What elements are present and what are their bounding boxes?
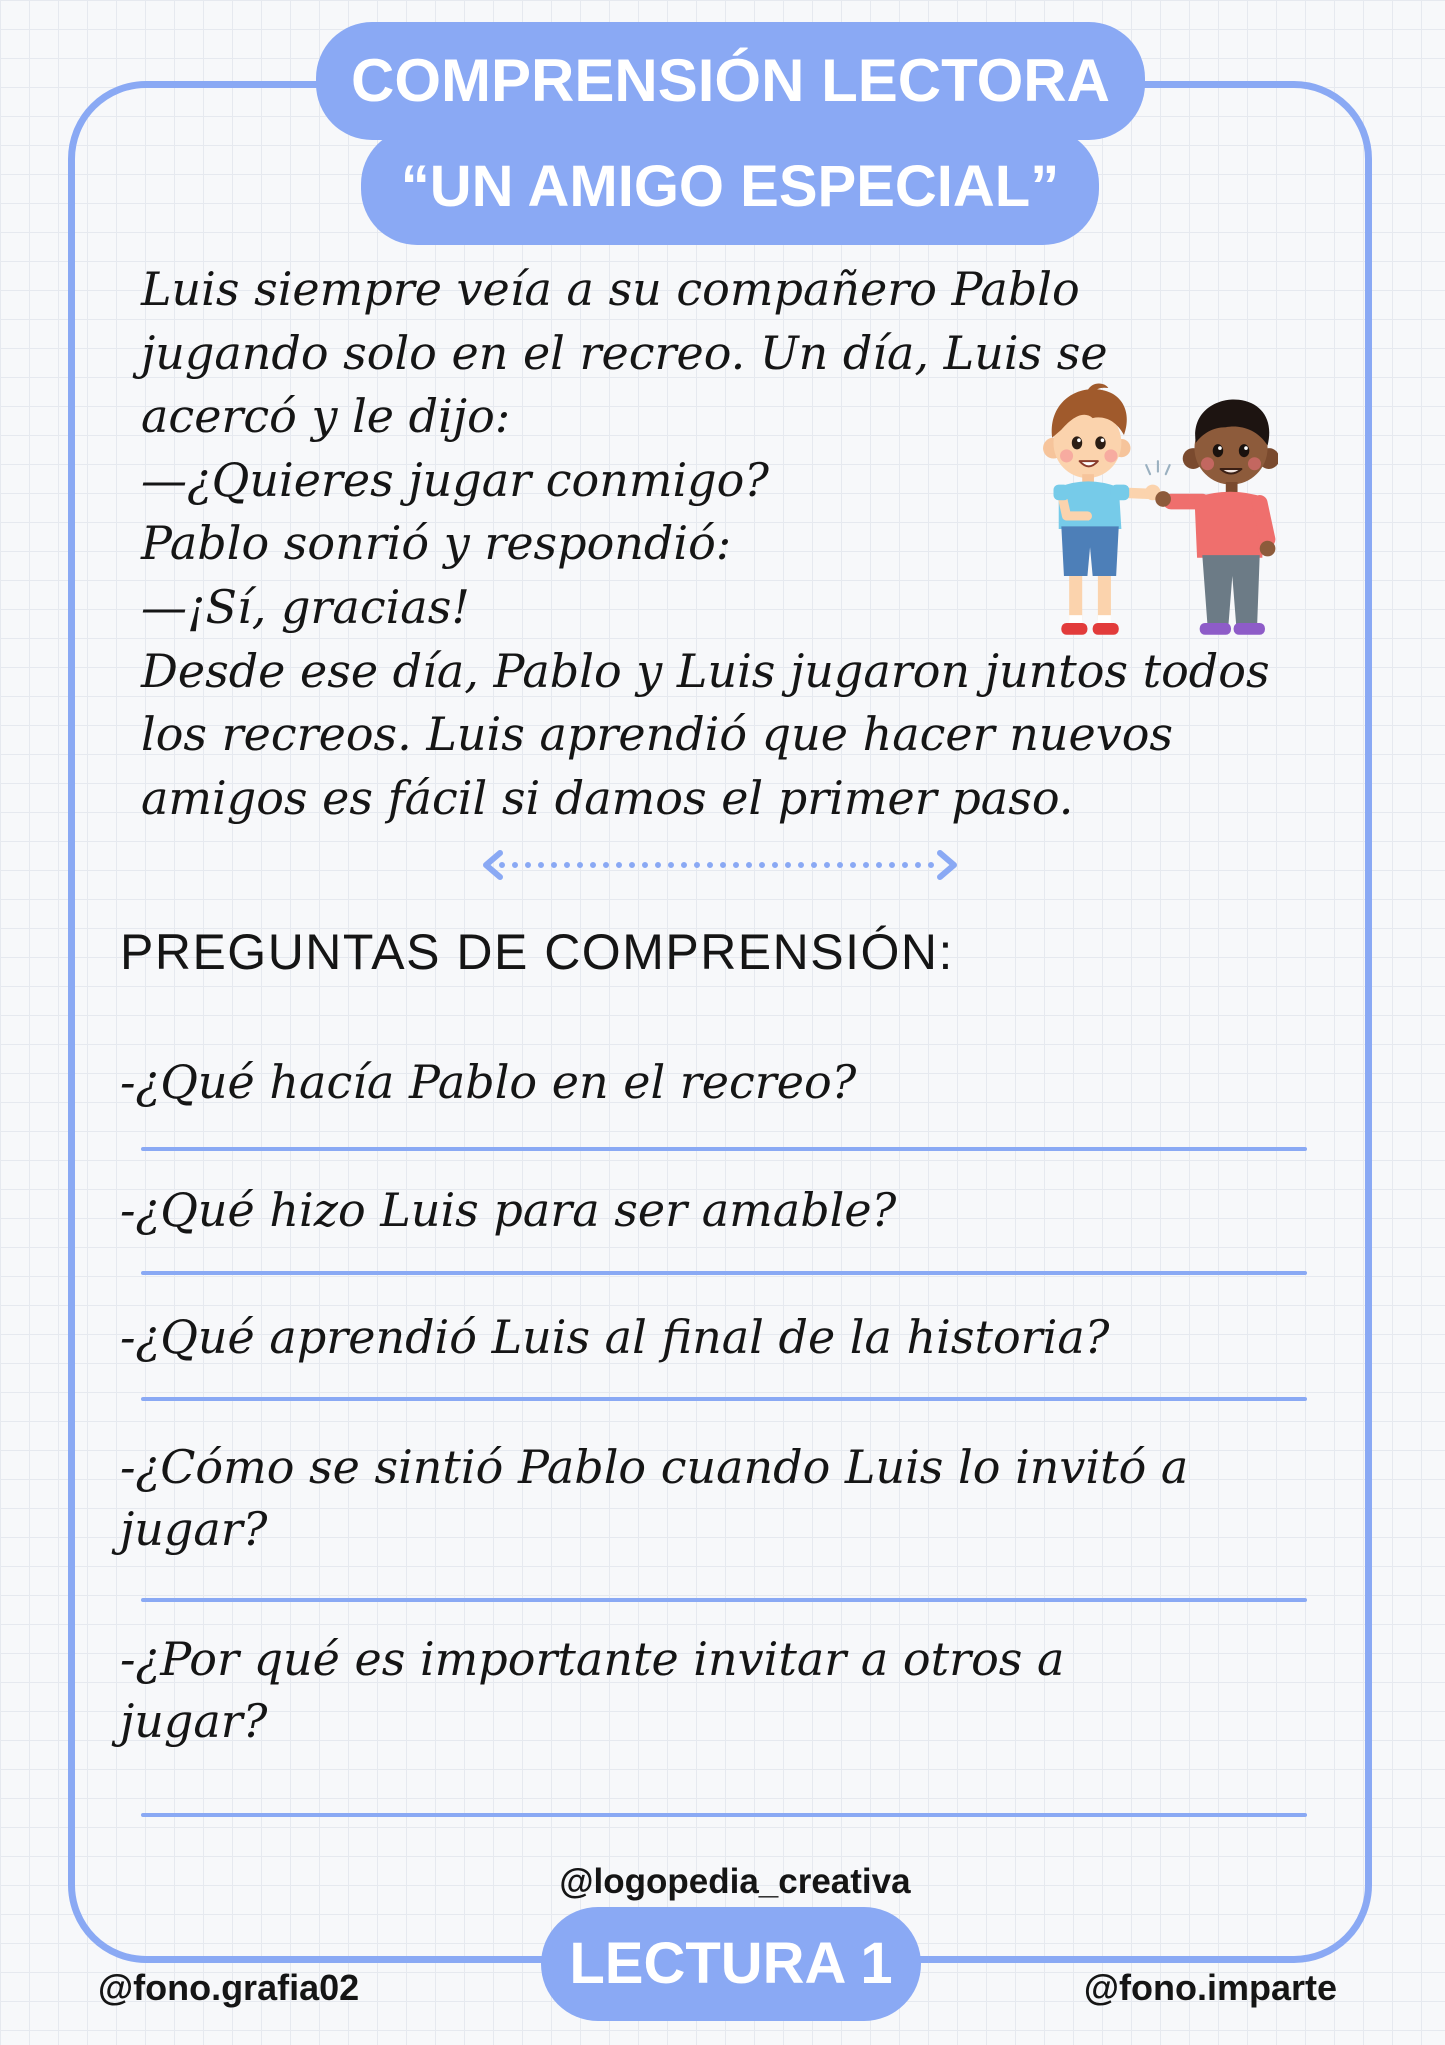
answer-line-3	[141, 1397, 1307, 1401]
question-1	[120, 1051, 1340, 1113]
questions-heading: PREGUNTAS DE COMPRENSIÓN:	[120, 924, 954, 980]
answer-line-4	[141, 1598, 1307, 1602]
question-text: jugar?	[120, 1502, 268, 1556]
reading-badge: LECTURA 1	[541, 1907, 921, 2021]
question-3	[120, 1306, 1340, 1368]
answer-line-2	[141, 1271, 1307, 1275]
question-text: jugar?	[120, 1694, 268, 1748]
boy-right	[1155, 399, 1278, 634]
two-kids-fist-bump-illustration	[1030, 380, 1278, 648]
arrow-right-head	[940, 853, 954, 877]
answer-line-1	[141, 1147, 1307, 1151]
question-text: -¿Qué hizo Luis para ser amable?	[120, 1183, 897, 1237]
story-line: Pablo sonrió y respondió:	[141, 516, 732, 571]
story-line: los recreos. Luis aprendió que hacer nuevos	[141, 707, 1173, 762]
question-2	[120, 1179, 1340, 1241]
dotted-double-arrow-icon	[478, 845, 962, 885]
story-line: amigos es fácil si damos el primer paso.	[141, 770, 1074, 825]
spark-lines	[1146, 461, 1169, 474]
arrow-left-head	[486, 853, 500, 877]
title-line-2: “UN AMIGO ESPECIAL”	[361, 128, 1099, 245]
story-line: Luis siempre veía a su compañero Pablo	[141, 262, 1080, 316]
question-4	[120, 1436, 1340, 1560]
story-line: Desde ese día, Pablo y Luis jugaron juntos todos	[141, 643, 1270, 698]
answer-line-5	[141, 1813, 1307, 1817]
story-line: —¿Quieres jugar conmigo?	[141, 452, 769, 507]
question-5	[120, 1628, 1340, 1752]
story-line: acercó y le dijo:	[141, 389, 511, 444]
handle-left: @fono.grafia02	[98, 1967, 360, 2008]
question-text: -¿Qué hacía Pablo en el recreo?	[120, 1055, 857, 1109]
boy-left	[1043, 383, 1160, 634]
title-line-1: COMPRENSIÓN LECTORA	[316, 22, 1145, 140]
question-text: -¿Cómo se sintió Pablo cuando Luis lo invitó a	[120, 1440, 1189, 1494]
question-text: -¿Por qué es importante invitar a otros a	[120, 1632, 1065, 1686]
story-line: jugando solo en el recreo. Un día, Luis se	[141, 325, 1108, 380]
handle-right: @fono.imparte	[1083, 1967, 1337, 2008]
story-line: —¡Sí, gracias!	[141, 579, 470, 634]
credit-handle: @logopedia_creativa	[559, 1862, 911, 1901]
question-text: -¿Qué aprendió Luis al final de la historia?	[120, 1310, 1110, 1364]
